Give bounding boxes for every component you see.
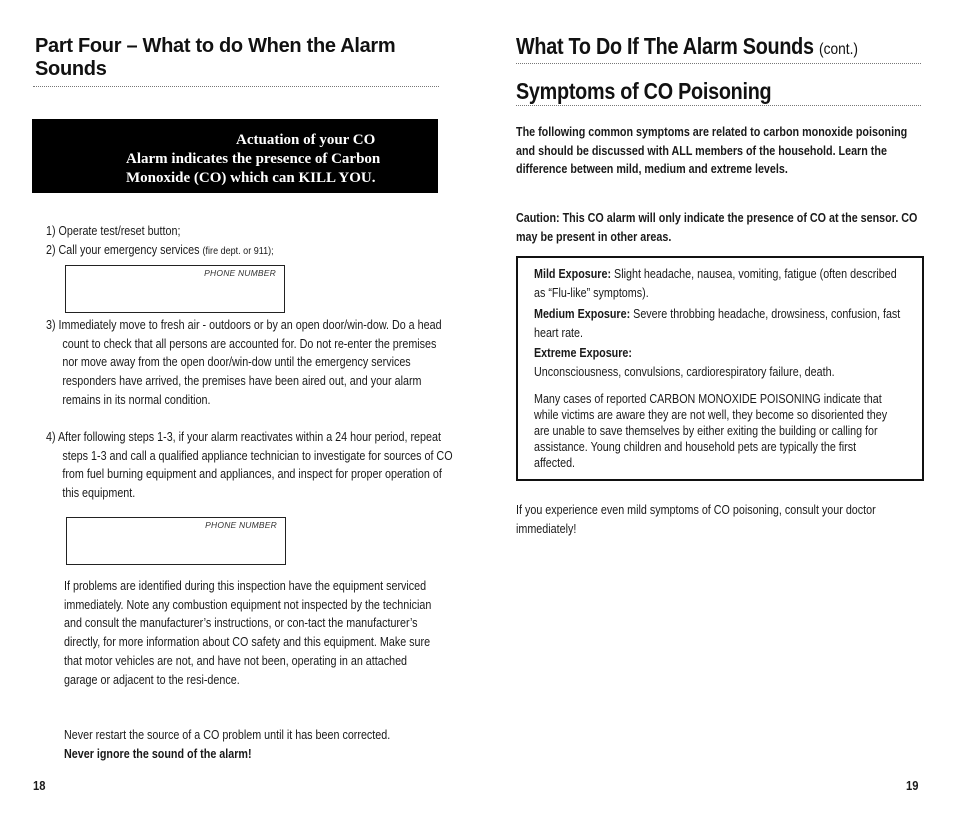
- mild-exposure-label: Mild Exposure:: [534, 267, 612, 281]
- subheading-divider: [516, 105, 921, 106]
- warning-line-1: Actuation of your CO: [236, 132, 376, 148]
- mild-exposure-text: Slight headache, nausea, vomiting, fatigue (often described as “Flu-like” symptoms).: [534, 267, 897, 300]
- symptoms-heading: Symptoms of CO Poisoning: [516, 78, 772, 104]
- step-2: [46, 241, 442, 261]
- step-3: 3) Immediately move to fresh air - outdoors or by an open door/win-dow. Do a head count to check that all persons are accounted for. Do not re-enter the premises nor move away from the open door/win-dow until the emergency services responders have arrived, the premises have been aired out, and your alarm remains in its normal condition.: [46, 318, 442, 407]
- step-2-note: (fire dept. or 911);: [202, 245, 274, 257]
- right-heading-text: What To Do If The Alarm Sounds: [516, 33, 814, 59]
- caution-note: Caution: This CO alarm will only indicate the presence of CO at the sensor. CO may be present in other areas.: [516, 211, 918, 244]
- right-page: [477, 0, 954, 813]
- page-number-left: 18: [33, 778, 46, 793]
- symptoms-intro: The following common symptoms are related to carbon monoxide poisoning and should be discussed with ALL members of the household. Learn the difference between mild, medium and extreme levels.: [516, 125, 908, 177]
- step-2-text: 2) Call your emergency services: [46, 243, 203, 257]
- warning-text: [126, 131, 426, 188]
- right-page-heading: [516, 33, 858, 60]
- medium-exposure-text: Severe throbbing headache, drowsiness, confusion, fast heart rate.: [534, 307, 901, 340]
- heading-divider-right: [516, 63, 921, 64]
- medium-exposure-label: Medium Exposure:: [534, 307, 631, 321]
- phone-number-box-1: [65, 265, 285, 313]
- left-page-heading: Part Four – What to do When the Alarm Sounds: [35, 35, 396, 80]
- restart-warning: Never restart the source of a CO problem until it has been corrected.: [64, 728, 391, 742]
- heading-divider: [33, 86, 439, 87]
- poisoning-note: Many cases of reported CARBON MONOXIDE POISONING indicate that while victims are aware they are not well, they become so disoriented they are unable to save themselves by either exiting the building or calling for assistance. Young children and household pets are typically the first affected.: [534, 392, 888, 470]
- never-ignore-warning: Never ignore the sound of the alarm!: [64, 747, 252, 761]
- extreme-exposure-text: Unconsciousness, convulsions, cardiorespiratory failure, death.: [534, 364, 835, 379]
- medium-exposure: [534, 305, 908, 342]
- right-heading-cont: (cont.): [818, 41, 858, 58]
- phone-number-label-1: PHONE NUMBER: [204, 268, 276, 278]
- consult-doctor: If you experience even mild symptoms of CO poisoning, consult your doctor immediately!: [516, 503, 876, 536]
- symptoms-box: [516, 256, 924, 481]
- page-number-right: 19: [906, 778, 919, 793]
- problems-paragraph: If problems are identified during this inspection have the equipment serviced immediately. Note any combustion equipment not inspected by the technician and consult the manufacturer’s instructions, or con-tact the manufacturer’s directly, for more information about CO safety and this equipment. Make sure that motor vehicles are not, and have not been, operating in an attached garage or adjacent to the resi-dence.: [64, 579, 432, 687]
- step-4: 4) After following steps 1-3, if your alarm reactivates within a 24 hour period, repeat steps 1-3 and call a qualified appliance technician to investigate for sources of CO from fuel burning equipment and appliances, and inspect for proper operation of this equipment.: [46, 430, 453, 501]
- warning-box: [32, 119, 438, 193]
- extreme-exposure: [534, 344, 908, 381]
- phone-number-label-2: PHONE NUMBER: [205, 520, 277, 530]
- warning-line-2: Alarm indicates the presence of Carbon Monoxide (CO) which can KILL YOU.: [126, 151, 381, 186]
- step-1: 1) Operate test/reset button;: [46, 224, 181, 238]
- phone-number-box-2: [66, 517, 286, 565]
- mild-exposure: [534, 265, 908, 302]
- extreme-exposure-label: Extreme Exposure:: [534, 346, 632, 360]
